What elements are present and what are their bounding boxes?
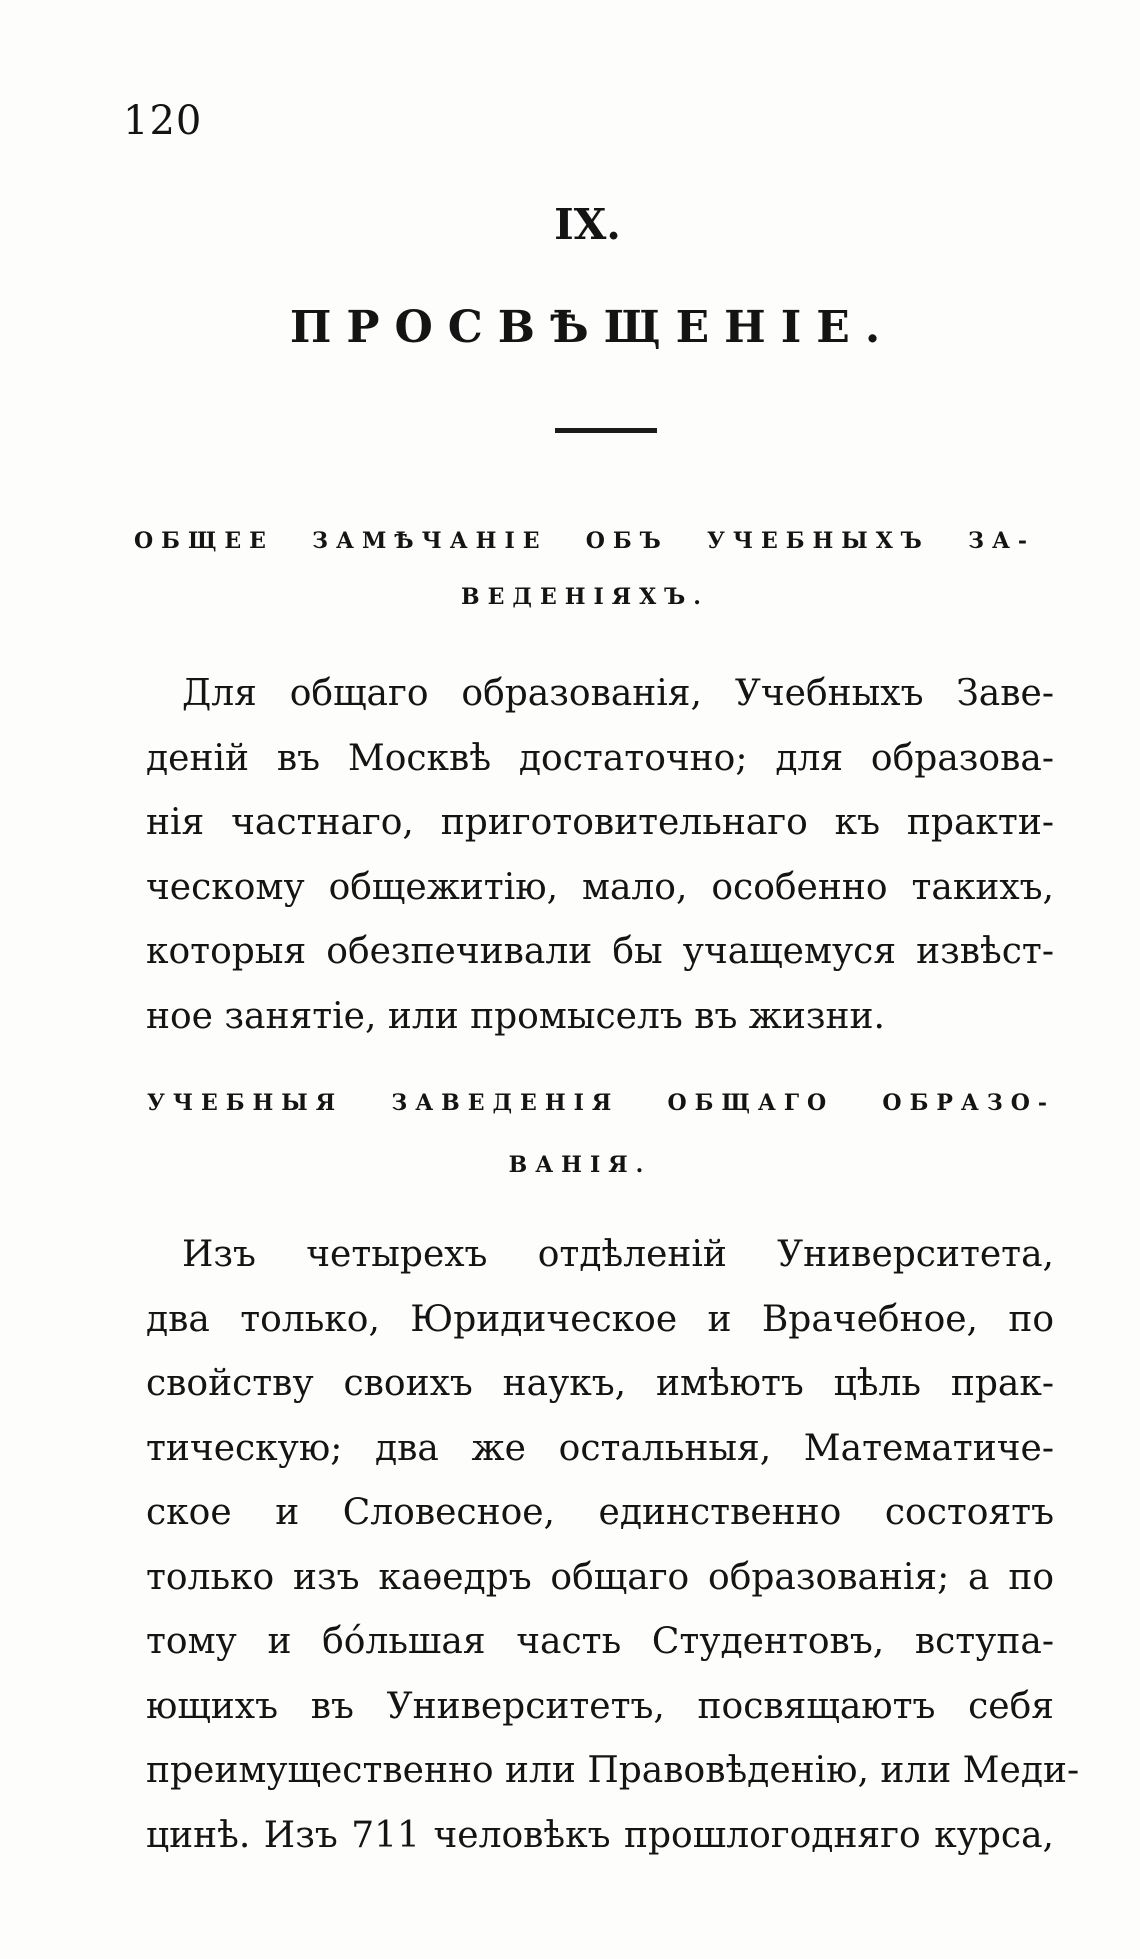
text-line: два только, Юридическое и Врачебное, по (146, 1298, 1054, 1340)
paragraph-general-remark (146, 662, 1054, 1049)
text-line: только изъ каѳедръ общаго образованія; а по (146, 1556, 1054, 1598)
section-heading-line: ВЕДЕНІЯХЪ. (461, 584, 709, 610)
text-line: которыя обезпечивали бы учащемуся извѣст- (146, 931, 1054, 972)
text-line: цинѣ. Изъ 711 человѣкъ прошлогодняго курса, (146, 1814, 1054, 1856)
chapter-number: IX. (554, 200, 621, 249)
text-line: тому и бо́льшая часть Студентовъ, вступа- (146, 1621, 1054, 1662)
text-line: нія частнаго, приготовительнаго къ практи- (146, 802, 1054, 843)
section-heading-general-education (0, 1090, 1140, 1178)
text-line: деній въ Москвѣ достаточно; для образова- (146, 737, 1054, 779)
text-line: тическую; два же остальныя, Математиче- (146, 1427, 1054, 1469)
text-line: ческому общежитію, мало, особенно такихъ, (146, 866, 1054, 908)
section-heading-line: ВАНІЯ. (508, 1152, 652, 1178)
paragraph-general-education (146, 1223, 1080, 1868)
chapter-title: ПРОСВѢЩЕНІЕ. (289, 302, 896, 353)
text-line: ющихъ въ Университетъ, посвящаютъ себя (146, 1685, 1054, 1727)
text-line: свойству своихъ наукъ, имѣютъ цѣль прак- (146, 1363, 1054, 1404)
text-line: преимущественно или Правовѣденію, или Меди- (146, 1750, 1080, 1791)
decorative-rule (555, 428, 657, 433)
page-number: 120 (123, 98, 203, 144)
section-heading-line: ОБЩЕЕ ЗАМѢЧАНІЕ ОБЪ УЧЕБНЫХЪ ЗА- (134, 528, 1035, 554)
section-heading-line: УЧЕБНЫЯ ЗАВЕДЕНІЯ ОБЩАГО ОБРАЗО- (147, 1090, 1055, 1116)
text-line: ное занятіе, или промыселъ въ жизни. (146, 995, 885, 1037)
section-heading-general-remark (0, 528, 1140, 610)
text-line: ское и Словесное, единственно состоятъ (146, 1492, 1054, 1533)
text-line: Для общаго образованія, Учебныхъ Заве- (182, 673, 1054, 714)
text-line: Изъ четырехъ отдѣленій Университета, (182, 1234, 1054, 1275)
